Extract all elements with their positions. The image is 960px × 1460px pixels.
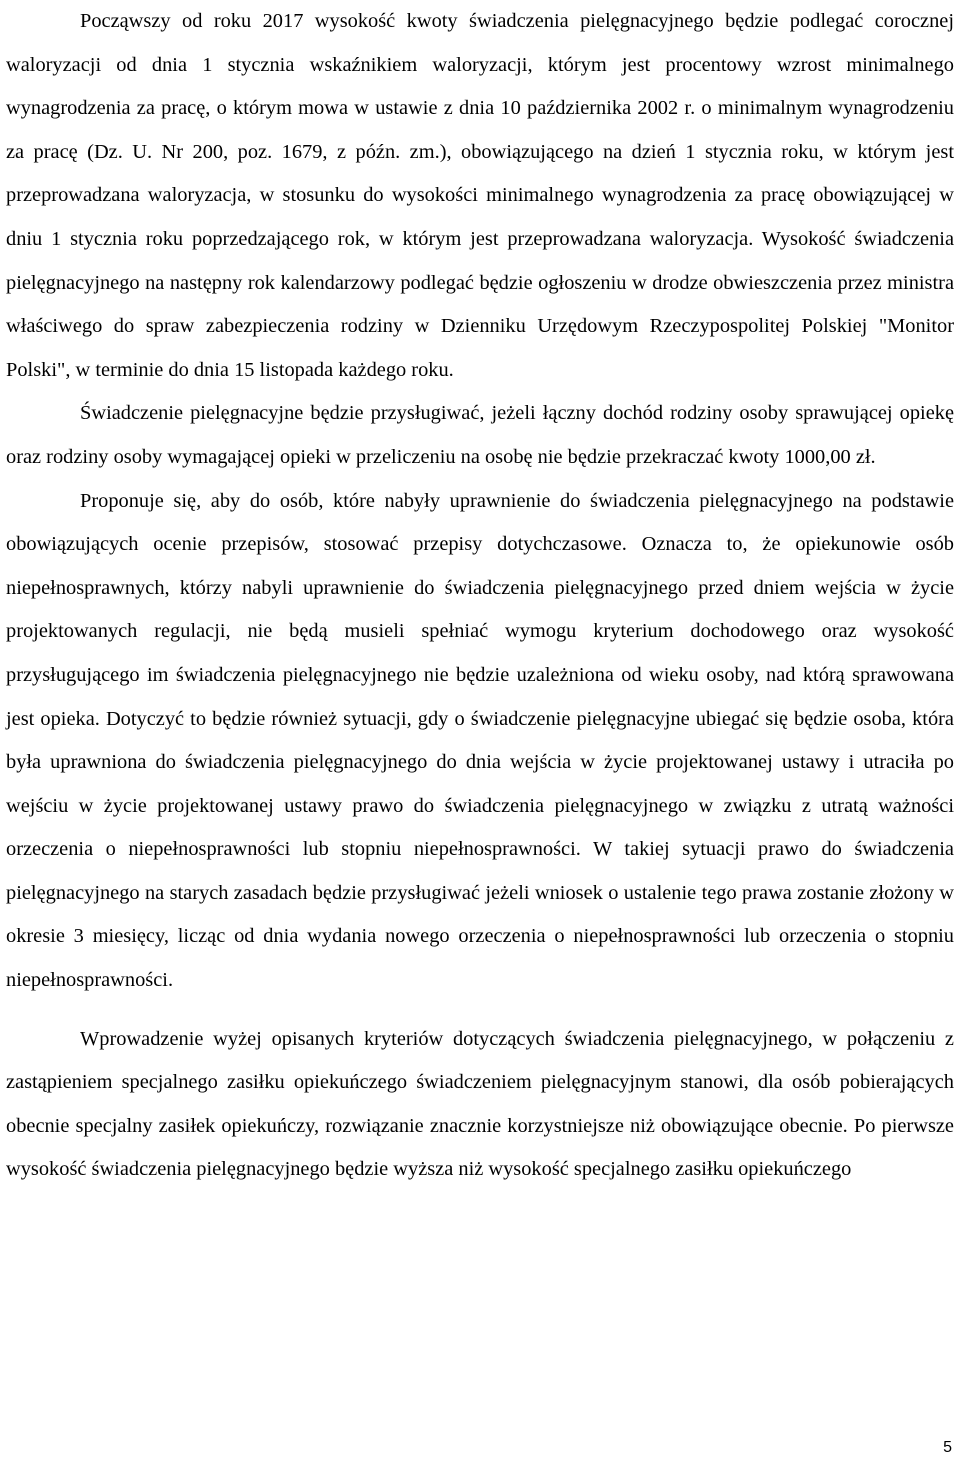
paragraph-3: Proponuje się, aby do osób, które nabyły uprawnienie do świadczenia pielęgnacyjnego na podstawie obowiązujących ocenie przepisów, stosować przepisy dotychczasowe. Oznacza to, że opiekunowie osób niepełnosprawnych, którzy nabyli uprawnienie do świadczenia pielęgnacyjnego przed dniem wejścia w życie projektowanych regulacji, nie będą musieli spełniać wymogu kryterium dochodowego oraz wysokość przysługującego im świadczenia pielęgnacyjnego nie będzie uzależniona od wieku osoby, nad którą sprawowana jest opieka. Dotyczyć to będzie również sytuacji, gdy o świadczenie pielęgnacyjne ubiegać się będzie osoba, która była uprawniona do świadczenia pielęgnacyjnego do dnia wejścia w życie projektowanej ustawy i utraciła po wejściu w życie projektowanej ustawy prawo do świadczenia pielęgnacyjnego w związku z utratą ważności orzeczenia o niepełnosprawności lub stopniu niepełnosprawności. W takiej sytuacji prawo do świadczenia pielęgnacyjnego na starych zasadach będzie przysługiwać jeżeli wniosek o ustalenie tego prawa zostanie złożony w okresie 3 miesięcy, licząc od dnia wydania nowego orzeczenia o niepełnosprawności lub orzeczenia o stopniu niepełnosprawności. <box>6 489 954 992</box>
paragraph-4: Wprowadzenie wyżej opisanych kryteriów dotyczących świadczenia pielęgnacyjnego, w połączeniu z zastąpieniem specjalnego zasiłku opiekuńczego świadczeniem pielęgnacyjnym stanowi, dla osób pobierających obecnie specjalny zasiłek opiekuńczy, rozwiązanie znacznie korzystniejsze niż obowiązujące obecnie. Po pierwsze wysokość świadczenia pielęgnacyjnego będzie wyższa niż wysokość specjalnego zasiłku opiekuńczego <box>6 1027 954 1181</box>
document-page <box>6 0 954 1192</box>
page-number: 5 <box>943 1439 952 1456</box>
paragraph-1: Począwszy od roku 2017 wysokość kwoty świadczenia pielęgnacyjnego będzie podlegać corocznej waloryzacji od dnia 1 stycznia wskaźnikiem waloryzacji, którym jest procentowy wzrost minimalnego wynagrodzenia za pracę, o którym mowa w ustawie z dnia 10 października 2002 r. o minimalnym wynagrodzeniu za pracę (Dz. U. Nr 200, poz. 1679, z późn. zm.), obowiązującego na dzień 1 stycznia roku, w którym jest przeprowadzana waloryzacja, w stosunku do wysokości minimalnego wynagrodzenia za pracę obowiązującej w dniu 1 stycznia roku poprzedzającego rok, w którym jest przeprowadzana waloryzacja. Wysokość świadczenia pielęgnacyjnego na następny rok kalendarzowy podlegać będzie ogłoszeniu w drodze obwieszczenia przez ministra właściwego do spraw zabezpieczenia rodziny w Dzienniku Urzędowym Rzeczypospolitej Polskiej "Monitor Polski", w terminie do dnia 15 listopada każdego roku. <box>6 10 954 381</box>
paragraph-2: Świadczenie pielęgnacyjne będzie przysługiwać, jeżeli łączny dochód rodziny osoby sprawującej opiekę oraz rodziny osoby wymagającej opieki w przeliczeniu na osobę nie będzie przekraczać kwoty 1000,00 zł. <box>6 402 954 468</box>
